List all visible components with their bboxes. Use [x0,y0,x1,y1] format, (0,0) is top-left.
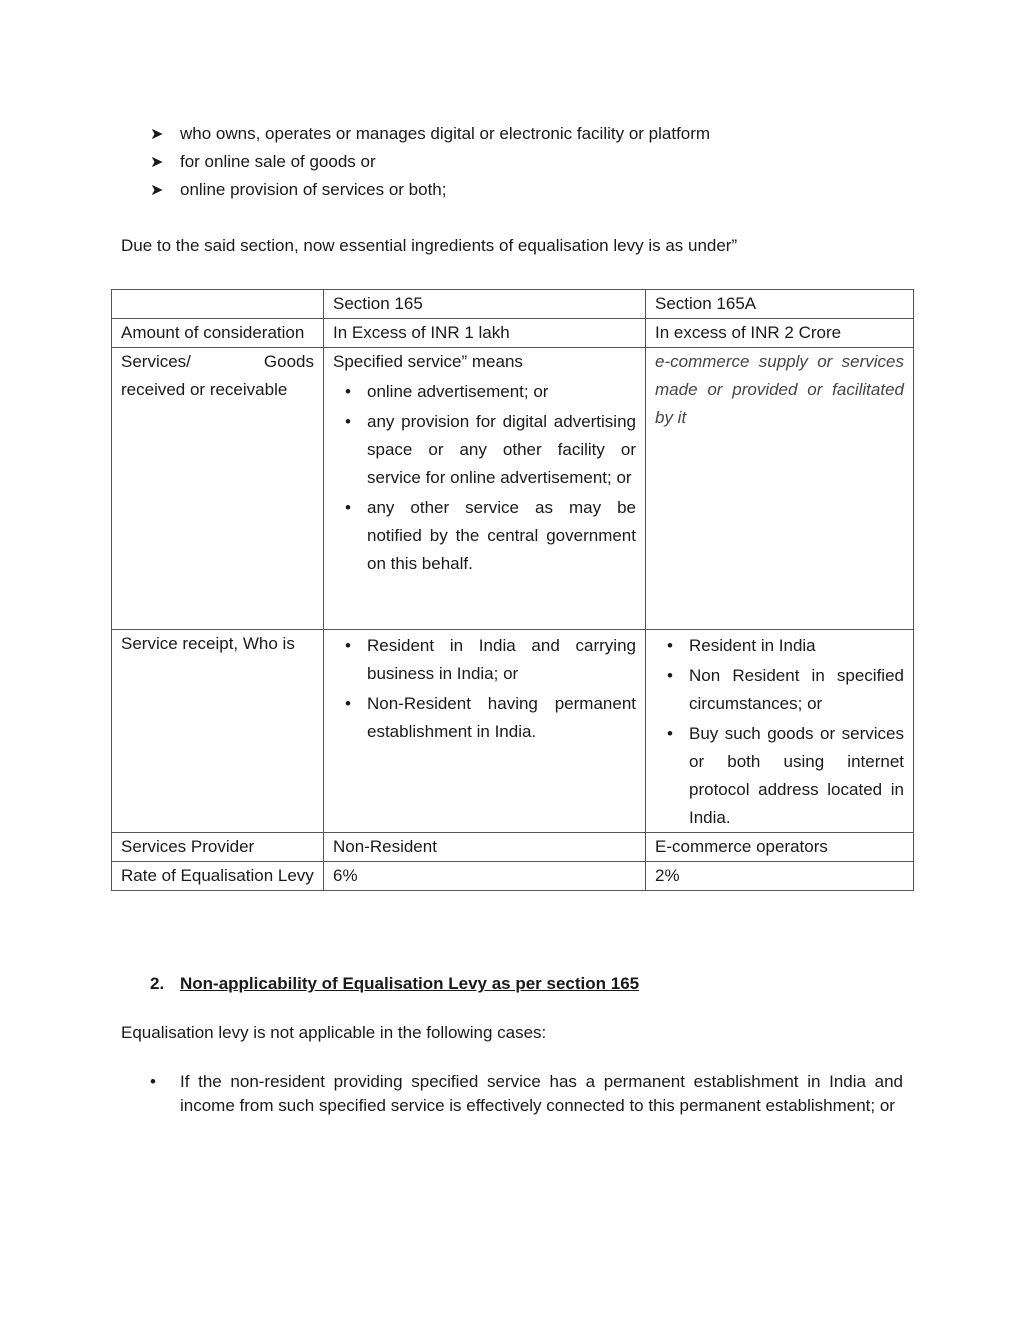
lead-paragraph: Equalisation levy is not applicable in the following cases: [121,1023,547,1042]
header-section-165a: Section 165A [646,290,914,319]
row-label: Services Provider [112,833,324,862]
list-item: • Non Resident in specified circumstances; or [689,662,904,718]
cell-165a-services: e-commerce supply or services made or provided or facilitated by it [646,348,914,630]
list-item: ➤ for online sale of goods or [150,148,710,176]
cell-165a-recipient [646,630,914,833]
row-label: Service receipt, Who is [112,630,324,833]
levy-comparison-table [111,289,914,891]
intro-paragraph: Due to the said section, now essential ingredients of equalisation levy is as under” [121,236,738,255]
row-label: Rate of Equalisation Levy [112,862,324,891]
cell-165a-provider: E-commerce operators [646,833,914,862]
arrow-bullet-icon: ➤ [150,152,164,171]
cell-165-amount: In Excess of INR 1 lakh [324,319,646,348]
row-label: Amount of consideration [112,319,324,348]
cell-165-services: Specified service” means • online advertisement; or • any provision for digital advertising space or any other facility or service for online advertisement; or • any other service as may be notified by the central government on this behalf. [324,348,646,630]
header-blank-cell [112,290,324,319]
cell-165-rate: 6% [324,862,646,891]
cell-165a-rate: 2% [646,862,914,891]
table-row-services [112,348,914,630]
list-item: ➤ who owns, operates or manages digital or electronic facility or platform [150,120,710,148]
table-row-provider [112,833,914,862]
section-number: 2. [150,974,165,993]
list-item: • any other service as may be notified by the central government on this behalf. [367,494,636,578]
list-item: • If the non-resident providing specified service has a permanent establishment in India and income from such specified service is effectively connected to this permanent establishment; or [150,1070,903,1118]
cell-165-provider: Non-Resident [324,833,646,862]
criteria-list [150,120,710,204]
list-item: • any provision for digital advertising space or any other facility or service for online advertisement; or [367,408,636,492]
table-row-recipient [112,630,914,833]
specified-service-list [333,378,636,578]
table-header-row [112,290,914,319]
recipient-list-165 [333,632,636,746]
list-item: • Buy such goods or services or both using internet protocol address located in India. [689,720,904,832]
section-title: Non-applicability of Equalisation Levy as per section 165 [180,974,640,993]
list-item: ➤ online provision of services or both; [150,176,710,204]
list-item: • Resident in India and carrying business in India; or [367,632,636,688]
list-item: • Resident in India [689,632,904,660]
table-row-rate [112,862,914,891]
header-section-165: Section 165 [324,290,646,319]
cell-165a-amount: In excess of INR 2 Crore [646,319,914,348]
arrow-bullet-icon: ➤ [150,124,164,143]
table-row-amount [112,319,914,348]
recipient-list-165a [655,632,904,832]
section-heading [150,970,639,998]
arrow-bullet-icon: ➤ [150,180,164,199]
cell-165-recipient [324,630,646,833]
cases-list [150,1070,903,1118]
list-item: • online advertisement; or [367,378,636,406]
row-label: Services/ Goods received or receivable [112,348,324,630]
list-item: • Non-Resident having permanent establishment in India. [367,690,636,746]
